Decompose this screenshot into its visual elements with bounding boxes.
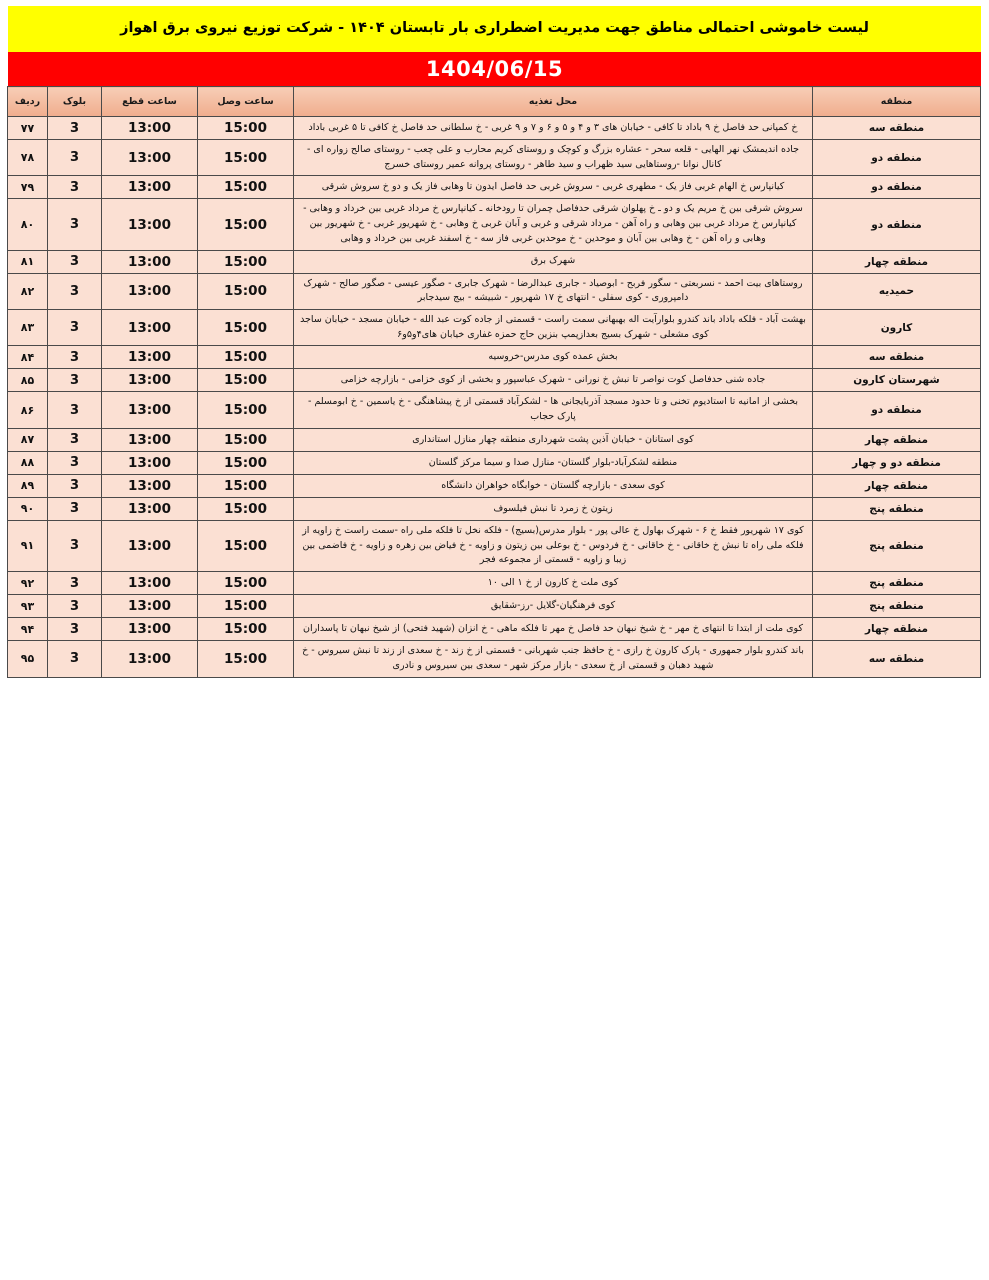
cell-block: 3 — [48, 474, 102, 497]
title-bar — [8, 6, 981, 52]
table-row — [8, 140, 981, 176]
date-bar — [8, 52, 981, 86]
cell-block: 3 — [48, 250, 102, 273]
cell-off-time: 13:00 — [102, 117, 198, 140]
column-header-place: محل تغذیه — [294, 87, 813, 117]
cell-radif: ۸۴ — [8, 346, 48, 369]
cell-place: کیانپارس خ الهام غربی فاز یک - مطهری غربی - سروش غربی حد فاصل ایدون تا وهابی فاز یک و دو خ سروش شرقی — [294, 176, 813, 199]
cell-place: کوی فرهنگیان-گلایل -رز-شقایق — [294, 595, 813, 618]
cell-radif: ۸۱ — [8, 250, 48, 273]
cell-on-time: 15:00 — [198, 595, 294, 618]
cell-place: کوی ملت از ابتدا تا انتهای خ مهر - خ شیخ نبهان حد فاصل خ مهر تا فلکه ماهی - خ انزان (شهید فتحی) از شیخ نبهان تا پاسداران — [294, 618, 813, 641]
page-title: لیست خاموشی احتمالی مناطق جهت مدیریت اضطراری بار تابستان ۱۴۰۴ - شرکت توزیع نیروی برق اهواز — [120, 20, 869, 37]
table-row — [8, 346, 981, 369]
cell-place: جاده شنی حدفاصل کوت نواصر تا نبش خ نورانی - شهرک عباسپور و بخشی از کوی خزامی - بازارچه خزامی — [294, 369, 813, 392]
cell-block: 3 — [48, 176, 102, 199]
cell-on-time: 15:00 — [198, 618, 294, 641]
cell-on-time: 15:00 — [198, 140, 294, 176]
cell-on-time: 15:00 — [198, 273, 294, 309]
cell-block: 3 — [48, 392, 102, 428]
cell-block: 3 — [48, 346, 102, 369]
cell-zone: منطقه دو — [813, 140, 981, 176]
cell-off-time: 13:00 — [102, 369, 198, 392]
cell-block: 3 — [48, 451, 102, 474]
cell-off-time: 13:00 — [102, 595, 198, 618]
cell-block: 3 — [48, 618, 102, 641]
cell-place: شهرک برق — [294, 250, 813, 273]
cell-on-time: 15:00 — [198, 497, 294, 520]
cell-place: کوی ۱۷ شهریور فقط خ ۶ - شهرک بهاول خ عالی پور - بلوار مدرس(بسیج) - فلکه نخل تا فلکه ملی راه -سمت راست خ زاویه از فلکه ملی راه تا نبش خ خاقانی - خ خاقانی - خ فردوس - خ بوعلی بین زیتون و زاویه - خ فیاض بین زهره و زاویه - خ فاضمی بین زیبا و زاویه - قسمتی از مجموعه فجر — [294, 520, 813, 571]
cell-off-time: 13:00 — [102, 392, 198, 428]
cell-place: خ کمپانی حد فاصل خ ۹ باداد تا کافی - خیابان های ۳ و ۴ و ۵ و ۶ و ۷ و ۹ غربی - خ سلطانی حد فاصل خ کافی تا ۵ غربی باداد — [294, 117, 813, 140]
cell-off-time: 13:00 — [102, 497, 198, 520]
cell-place: بخشی از امانیه تا استادیوم تخنی و تا حدود مسجد آذربایجانی ها - لشکرآباد قسمتی از خ پیشاهنگی - خ یاسمین - خ ابومسلم - پارک حجاب — [294, 392, 813, 428]
cell-on-time: 15:00 — [198, 428, 294, 451]
cell-radif: ۸۸ — [8, 451, 48, 474]
cell-zone: منطقه دو و چهار — [813, 451, 981, 474]
cell-radif: ۸۲ — [8, 273, 48, 309]
cell-place: منطقه لشکرآباد-بلوار گلستان- منازل صدا و سیما مرکز گلستان — [294, 451, 813, 474]
table-row — [8, 520, 981, 571]
cell-on-time: 15:00 — [198, 474, 294, 497]
cell-radif: ۹۴ — [8, 618, 48, 641]
cell-off-time: 13:00 — [102, 273, 198, 309]
table-row — [8, 310, 981, 346]
cell-zone: منطقه پنج — [813, 520, 981, 571]
table-body — [8, 117, 981, 678]
table-row — [8, 176, 981, 199]
table-row — [8, 641, 981, 677]
cell-off-time: 13:00 — [102, 250, 198, 273]
cell-off-time: 13:00 — [102, 451, 198, 474]
table-row — [8, 595, 981, 618]
cell-radif: ۸۰ — [8, 199, 48, 250]
cell-block: 3 — [48, 140, 102, 176]
cell-zone: منطقه چهار — [813, 428, 981, 451]
cell-zone: منطقه سه — [813, 346, 981, 369]
cell-zone: شهرستان کارون — [813, 369, 981, 392]
cell-place: باند کندرو بلوار جمهوری - پارک کارون خ رازی - خ حافظ جنب شهربانی - قسمتی از خ زند - خ سعدی از زند تا نبش سیروس - خ شهید دهبان و قسمتی از خ سعدی - بازار مرکز شهر - سعدی بین سیروس و نادری — [294, 641, 813, 677]
cell-off-time: 13:00 — [102, 572, 198, 595]
cell-on-time: 15:00 — [198, 392, 294, 428]
column-header-block: بلوک — [48, 87, 102, 117]
cell-place: روستاهای بیت احمد - نسربعتی - سگور فربح - ابوصیاد - جابری عبدالرضا - شهرک جابری - صگور عیسی - صگور صالح - شهرک دامپروری - کوی سفلی - انتهای خ ۱۷ شهریور - شبیشه - بیج سیدجابر — [294, 273, 813, 309]
cell-on-time: 15:00 — [198, 520, 294, 571]
cell-block: 3 — [48, 497, 102, 520]
cell-on-time: 15:00 — [198, 346, 294, 369]
cell-block: 3 — [48, 428, 102, 451]
cell-radif: ۹۰ — [8, 497, 48, 520]
cell-zone: منطقه سه — [813, 641, 981, 677]
cell-place: جاده اندیمشک نهر الهایی - قلعه سحر - عشاره بزرگ و کوچک و روستای کریم محارب و علی چعب - روستای صالح زواره ای - کانال نوانا -روستاهایی سید ظهراب و سید طاهر - روستای پروانه عمیر روستای خسرج — [294, 140, 813, 176]
column-header-radif: ردیف — [8, 87, 48, 117]
cell-place: زیتون خ زمرد تا نبش فیلسوف — [294, 497, 813, 520]
cell-on-time: 15:00 — [198, 310, 294, 346]
cell-place: کوی سعدی - بازارچه گلستان - خوابگاه خواهران دانشگاه — [294, 474, 813, 497]
cell-off-time: 13:00 — [102, 176, 198, 199]
cell-radif: ۸۶ — [8, 392, 48, 428]
cell-zone: منطقه سه — [813, 117, 981, 140]
cell-radif: ۹۲ — [8, 572, 48, 595]
cell-on-time: 15:00 — [198, 250, 294, 273]
cell-radif: ۸۹ — [8, 474, 48, 497]
cell-off-time: 13:00 — [102, 199, 198, 250]
cell-off-time: 13:00 — [102, 140, 198, 176]
cell-block: 3 — [48, 117, 102, 140]
cell-place: بخش عمده کوی مدرس-خروسیه — [294, 346, 813, 369]
cell-block: 3 — [48, 595, 102, 618]
cell-radif: ۸۳ — [8, 310, 48, 346]
cell-off-time: 13:00 — [102, 346, 198, 369]
cell-off-time: 13:00 — [102, 520, 198, 571]
table-row — [8, 250, 981, 273]
cell-zone: حمیدیه — [813, 273, 981, 309]
cell-zone: منطقه دو — [813, 392, 981, 428]
outage-table — [7, 86, 981, 678]
cell-block: 3 — [48, 273, 102, 309]
column-header-on-time: ساعت وصل — [198, 87, 294, 117]
cell-block: 3 — [48, 572, 102, 595]
cell-zone: منطقه چهار — [813, 250, 981, 273]
table-row — [8, 618, 981, 641]
cell-zone: کارون — [813, 310, 981, 346]
cell-block: 3 — [48, 520, 102, 571]
cell-off-time: 13:00 — [102, 310, 198, 346]
cell-on-time: 15:00 — [198, 572, 294, 595]
cell-place: سروش شرقی بین خ مریم یک و دو ـ خ پهلوان شرقی حدفاصل چمران تا رودخانه ـ کیانپارس خ مرداد غربی بین خرداد و وهابی - کیانپارس خ مرداد غربی بین وهابی و راه آهن - مرداد شرقی و غربی و آبان غربی خ وهابی - خ شهریور غربی - خ شهریور بین وهابی و راه آهن - خ وهابی بین آبان و موحدین - خ موحدین غربی فاز سه - خ اسفند غربی بین خرداد و وهابی — [294, 199, 813, 250]
table-row — [8, 369, 981, 392]
column-header-zone: منطقه — [813, 87, 981, 117]
cell-block: 3 — [48, 641, 102, 677]
table-row — [8, 474, 981, 497]
cell-on-time: 15:00 — [198, 176, 294, 199]
cell-zone: منطقه پنج — [813, 595, 981, 618]
table-row — [8, 273, 981, 309]
cell-place: بهشت آباد - فلکه باداد باند کندرو بلوارآیت اله بهبهانی سمت راست - قسمتی از جاده کوت عبد الله - خیابان مسجد - خیابان ساجد کوی مشعلی - شهرک بسیج بعدازپمپ بنزین حاج حمزه غفاری خیابان های۴و۵و۶ — [294, 310, 813, 346]
cell-on-time: 15:00 — [198, 199, 294, 250]
table-row — [8, 572, 981, 595]
cell-radif: ۷۷ — [8, 117, 48, 140]
table-row — [8, 497, 981, 520]
cell-block: 3 — [48, 199, 102, 250]
cell-zone: منطقه چهار — [813, 618, 981, 641]
cell-radif: ۷۸ — [8, 140, 48, 176]
cell-off-time: 13:00 — [102, 641, 198, 677]
cell-block: 3 — [48, 369, 102, 392]
cell-zone: منطقه چهار — [813, 474, 981, 497]
cell-on-time: 15:00 — [198, 451, 294, 474]
cell-zone: منطقه دو — [813, 176, 981, 199]
cell-radif: ۹۱ — [8, 520, 48, 571]
cell-place: کوی استانان - خیابان آذین پشت شهرداری منطقه چهار منازل استانداری — [294, 428, 813, 451]
cell-off-time: 13:00 — [102, 618, 198, 641]
cell-on-time: 15:00 — [198, 641, 294, 677]
cell-radif: ۷۹ — [8, 176, 48, 199]
cell-off-time: 13:00 — [102, 474, 198, 497]
table-row — [8, 199, 981, 250]
table-header-row — [8, 87, 981, 117]
table-row — [8, 117, 981, 140]
schedule-date: 1404/06/15 — [425, 57, 564, 81]
column-header-off-time: ساعت قطع — [102, 87, 198, 117]
cell-radif: ۹۵ — [8, 641, 48, 677]
table-row — [8, 451, 981, 474]
table-row — [8, 392, 981, 428]
cell-zone: منطقه پنج — [813, 572, 981, 595]
cell-on-time: 15:00 — [198, 369, 294, 392]
cell-place: کوی ملت خ کارون از خ ۱ الی ۱۰ — [294, 572, 813, 595]
cell-zone: منطقه دو — [813, 199, 981, 250]
cell-block: 3 — [48, 310, 102, 346]
cell-zone: منطقه پنج — [813, 497, 981, 520]
cell-radif: ۹۳ — [8, 595, 48, 618]
cell-radif: ۸۷ — [8, 428, 48, 451]
cell-radif: ۸۵ — [8, 369, 48, 392]
table-row — [8, 428, 981, 451]
cell-on-time: 15:00 — [198, 117, 294, 140]
cell-off-time: 13:00 — [102, 428, 198, 451]
